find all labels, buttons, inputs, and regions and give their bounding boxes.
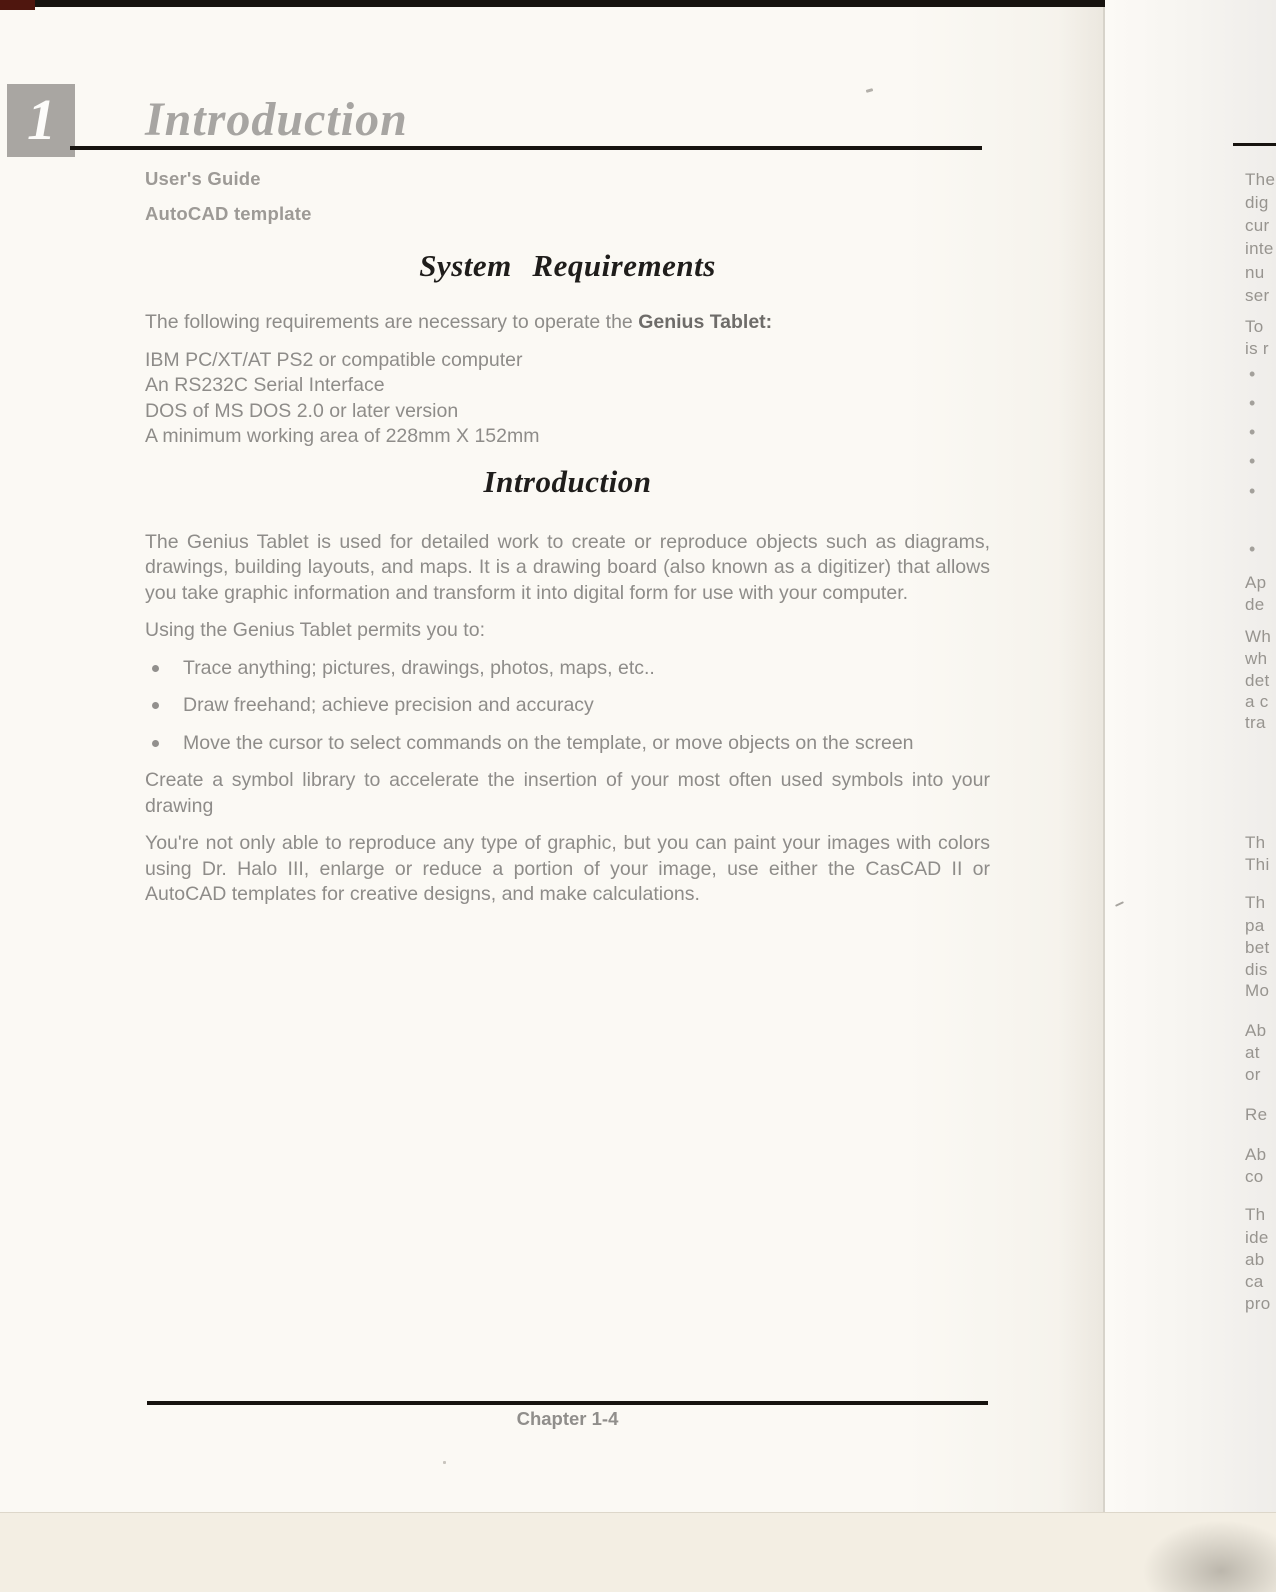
requirement-item: IBM PC/XT/AT PS2 or compatible computer [145,348,523,371]
next-page-text-fragment: dig [1245,193,1269,212]
footer-rule [147,1401,988,1405]
next-page-text-fragment: Re [1245,1105,1268,1124]
list-item-text: Move the cursor to select commands on the template, or move objects on the screen [183,731,914,754]
next-page-text-fragment: is r [1245,339,1269,358]
next-page-text-fragment: det [1245,671,1270,690]
next-page-text-fragment: ca [1245,1272,1264,1291]
next-page-text-fragment: pro [1245,1294,1271,1313]
intro-paragraph-3: Create a symbol library to accelerate the insertion of your most often used symbols into your drawing [145,769,990,817]
bullet-dot [152,740,159,747]
next-page-bullet-dot: • [1249,451,1256,471]
next-page-text-fragment: at [1245,1043,1260,1062]
subtitle-users-guide: User's Guide [145,168,261,189]
list-item-text: Draw freehand; achieve precision and accuracy [183,694,594,716]
next-page-text-fragment: Th [1245,893,1266,912]
intro-paragraph-4: You're not only able to reproduce any type of graphic, but you can paint your images with colors using Dr. Halo III, enlarge or reduce a portion of your image, use either the CasCAD II or AutoCAD templates for creative designs, and make calculations. [145,832,990,905]
page-under-edge [0,1512,1276,1592]
requirement-item: An RS232C Serial Interface [145,374,385,396]
next-page-text-fragment: Ab [1245,1021,1267,1040]
next-page-text-fragment: Mo [1245,981,1270,1000]
scan-speck [443,1461,446,1464]
next-page-text-fragment: or [1245,1065,1261,1084]
next-page-bullet-dot: • [1249,364,1256,384]
bullet-dot [152,702,159,709]
page-fold-shadow [1058,0,1103,1515]
next-page-text-fragment: ab [1245,1250,1265,1269]
header-rule [70,146,982,150]
heading-introduction: Introduction [483,463,652,499]
heading-system-requirements: System Requirements [419,248,716,283]
top-edge-strip [0,0,1105,7]
requirements-intro-bold: Genius Tablet: [638,311,773,333]
next-page-text-fragment: Ab [1245,1145,1267,1164]
next-page-header-rule [1233,143,1276,146]
next-page-text-fragment: ide [1245,1228,1269,1247]
corner-shadow [1136,1516,1276,1592]
next-page-text-fragment: Thi [1245,855,1270,874]
intro-paragraph-1: The Genius Tablet is used for detailed work to create or reproduce objects such as diagrams, drawings, building layouts, and maps. It is a drawing board (also known as a digitizer) that allows you take graphic information and transform it into digital form for use with your computer. [145,530,990,604]
bullet-list [145,656,990,757]
next-page-text-fragment: tra [1245,713,1266,732]
next-page-text-fragment: wh [1245,649,1268,668]
list-item-text: Trace anything; pictures, drawings, photos, maps, etc.. [183,656,655,679]
requirements-intro-text: The following requirements are necessary to operate the [145,311,639,333]
list-item [145,731,990,757]
next-page-text-fragment: co [1245,1167,1264,1186]
next-page-text-fragment: Th [1245,833,1266,852]
next-page-text-fragment: a c [1245,692,1269,711]
next-page-bullet-dot: • [1249,539,1256,559]
next-page-text-fragment: dis [1245,960,1268,979]
intro-paragraph-2: Using the Genius Tablet permits you to: [145,619,485,641]
top-edge-corner [0,0,35,10]
next-page-text-fragment: The [1245,170,1276,189]
list-item [145,656,990,682]
bullet-dot [152,665,159,672]
next-page-text-fragment: Th [1245,1205,1266,1224]
next-page-text-fragment: bet [1245,938,1270,957]
page-title: Introduction [145,93,408,146]
next-page-bullet-dot: • [1249,422,1256,442]
page-body [145,248,990,920]
next-page-bullet-dot: • [1249,393,1256,413]
subtitle-autocad-template: AutoCAD template [145,203,312,224]
next-page-text-fragment: Ap [1245,573,1267,592]
requirement-item: DOS of MS DOS 2.0 or later version [145,399,459,422]
next-page-text-fragment: de [1245,595,1265,614]
requirements-list [145,348,990,450]
requirements-intro [145,310,990,336]
list-item [145,693,990,719]
chapter-number: 1 [27,87,56,152]
next-page-text-fragment: To [1245,317,1264,336]
next-page-text-fragment: cur [1245,216,1270,235]
next-page-bullet-dot: • [1249,481,1256,501]
requirement-item: A minimum working area of 228mm X 152mm [145,425,540,447]
next-page-text-fragment: nu [1245,263,1265,282]
next-page-text-fragment: pa [1245,916,1265,935]
next-page-text-fragment: inte [1245,239,1274,258]
next-page-text-fragment: Wh [1245,627,1272,646]
footer-page-number: Chapter 1-4 [516,1408,619,1429]
chapter-tab [7,84,75,157]
next-page-text-fragment: ser [1245,286,1270,305]
